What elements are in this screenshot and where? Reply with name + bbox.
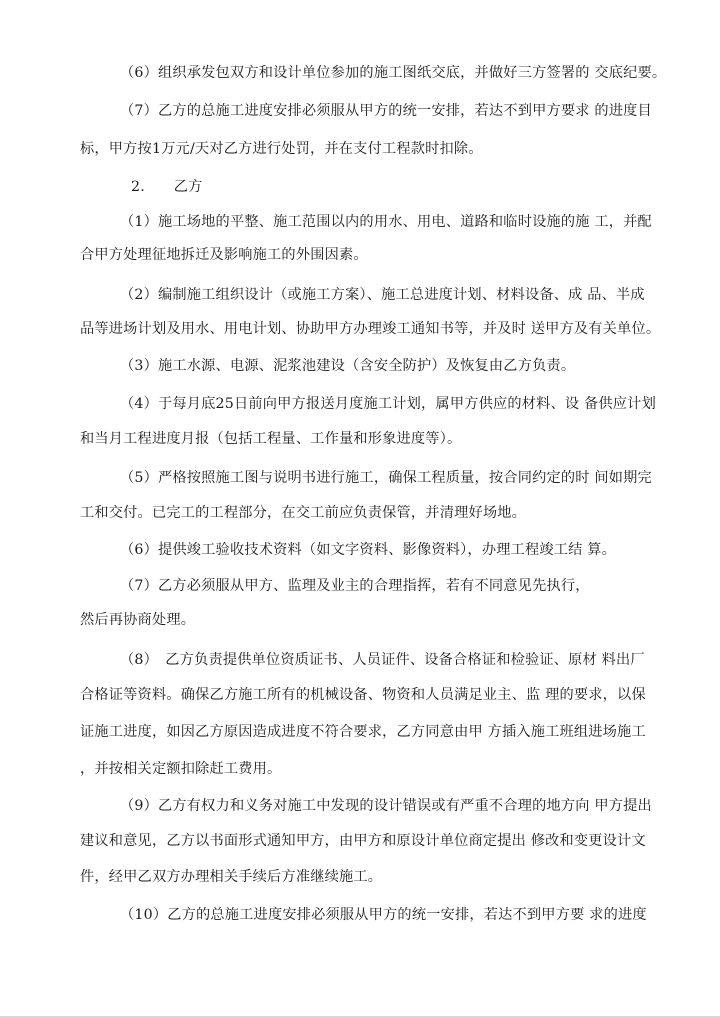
paragraph-b7-line-1: （7）乙方必须服从甲方、监理及业主的合理指挥，若有不同意见先执行， xyxy=(120,578,590,594)
paragraph-b1-line-2: 合甲方处理征地拆迁及影响施工的外围因素。 xyxy=(80,247,368,263)
paragraph-b8-line-4: ，并按相关定额扣除赶工费用。 xyxy=(80,761,282,777)
paragraph-b7-line-2: 然后再协商处理。 xyxy=(80,612,196,628)
paragraph-b4-line-2: 和当月工程进度月报（包括工程量、工作量和形象进度等）。 xyxy=(80,431,462,447)
paragraph-b4-line-1: （4）于每月底25日前向甲方报送月度施工计划，属甲方供应的材料、设 备供应计划 xyxy=(120,396,656,412)
paragraph-b1-line-1: （1）施工场地的平整、施工范围以内的用水、用电、道路和临时设施的施 工，并配 xyxy=(120,214,652,230)
paragraph-a7-line-1: （7）乙方的总施工进度安排必须服从甲方的统一安排，若达不到甲方要求 的进度目 xyxy=(120,103,652,119)
paragraph-a6-line-1: （6）组织承发包双方和设计单位参加的施工图纸交底，并做好三方签署的 交底纪要。 xyxy=(120,65,667,81)
paragraph-b2-line-2: 品等进场计划及用水、用电计划、协助甲方办理竣工通知书等，并及时 送甲方及有关单位。 xyxy=(80,321,661,337)
paragraph-b3-line-1: （3）施工水源、电源、泥浆池建设（含安全防护）及恢复由乙方负责。 xyxy=(120,358,576,374)
paragraph-b2-line-1: （2）编制施工组织设计（或施工方案）、施工总进度计划、材料设备、成 品、半成 xyxy=(120,287,645,303)
paragraph-b8-line-2: 合格证等资料。确保乙方施工所有的机械设备、物资和人员满足业主、监 理的要求，以保 xyxy=(80,687,646,703)
paragraph-b6-line-1: （6）提供竣工验收技术资料（如文字资料、影像资料），办理工程竣工结 算。 xyxy=(120,542,617,558)
paragraph-b9-line-1: （9）乙方有权力和义务对施工中发现的设计错误或有严重不合理的地方向 甲方提出 xyxy=(120,798,652,814)
paragraph-b5-line-2: 工和交付。已完工的工程部分，在交工前应负责保管，并清理好场地。 xyxy=(80,505,527,521)
paragraph-b8-line-1: （8） 乙方负责提供单位资质证书、人员证件、设备合格证和检验证、原材 料出厂 xyxy=(120,652,645,668)
paragraph-b10-line-1: （10）乙方的总施工进度安排必须服从甲方的统一安排，若达不到甲方要 求的进度 xyxy=(120,907,647,923)
section-heading-party-b: 2. 乙方 xyxy=(131,179,203,195)
paragraph-b8-line-3: 证施工进度，如因乙方原因造成进度不符合要求，乙方同意由甲 方插入施工班组进场施工 xyxy=(80,724,646,740)
paragraph-a7-line-2: 标，甲方按1万元/天对乙方进行处罚，并在支付工程款时扣除。 xyxy=(80,141,483,157)
paragraph-b9-line-3: 件，经甲乙双方办理相关手续后方准继续施工。 xyxy=(80,869,383,885)
paragraph-b5-line-1: （5）严格按照施工图与说明书进行施工，确保工程质量，按合同约定的时 间如期完 xyxy=(120,470,652,486)
paragraph-b9-line-2: 建议和意见，乙方以书面形式通知甲方，由甲方和原设计单位商定提出 修改和变更设计文 xyxy=(80,833,646,849)
